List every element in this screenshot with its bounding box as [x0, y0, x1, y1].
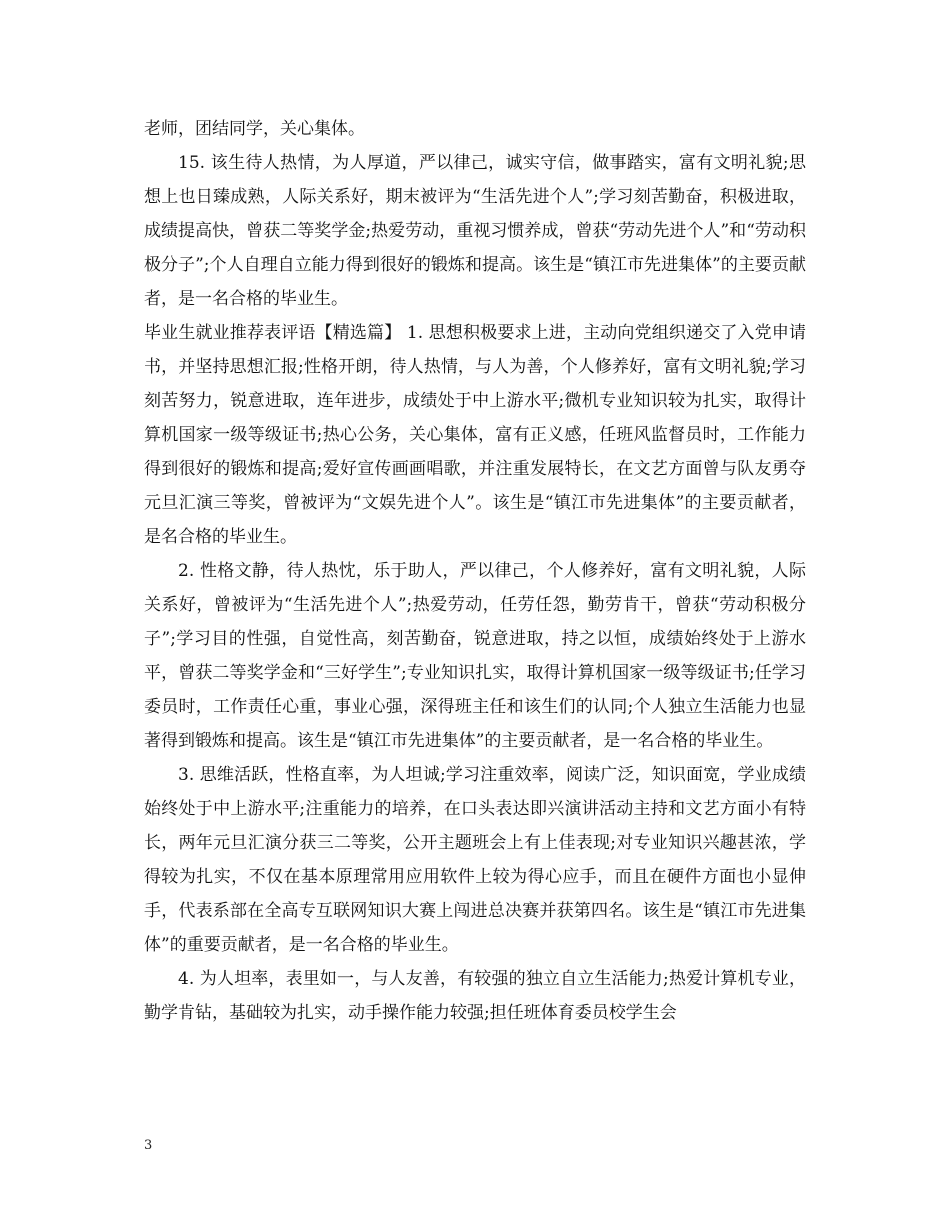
paragraph-item-3: 3. 思维活跃，性格直率，为人坦诚;学习注重效率，阅读广泛，知识面宽，学业成绩始终处于中上游水平;注重能力的培养，在口头表达即兴演讲活动主持和文艺方面小有特长，两年元旦汇演分获三二等奖，公开主题班会上有上佳表现;对专业知识兴趣甚浓，学得较为扎实，不仅在基本原理常用应用软件上较为得心应手，而且在硬件方面也小显伸手，代表系部在全高专互联网知识大赛上闯进总决赛并获第四名。该生是“镇江市先进集体”的重要贡献者，是一名合格的毕业生。 [144, 765, 806, 955]
paragraph-item-15: 15. 该生待人热情，为人厚道，严以律己，诚实守信，做事踏实，富有文明礼貌;思想上也日臻成熟，人际关系好，期末被评为“生活先进个人”;学习刻苦勤奋，积极进取，成绩提高快，曾获二等奖学金;热爱劳动，重视习惯养成，曾获“劳动先进个人”和“劳动积极分子”;个人自理自立能力得到很好的锻炼和提高。该生是“镇江市先进集体”的主要贡献者，是一名合格的毕业生。 [144, 153, 806, 309]
paragraph-continuation: 老师，团结同学，关心集体。 [144, 119, 365, 139]
paragraph-item-4: 4. 为人坦率，表里如一，与人友善，有较强的独立自立生活能力;热爱计算机专业，勤学肯钻，基础较为扎实，动手操作能力较强;担任班体育委员校学生会 [144, 969, 806, 1023]
paragraph-section-heading-item-1: 毕业生就业推荐表评语【精选篇】 1. 思想积极要求上进，主动向党组织递交了入党申请书，并坚持思想汇报;性格开朗，待人热情，与人为善，个人修养好，富有文明礼貌;学习刻苦努力，锐意进取，连年进步，成绩处于中上游水平;微机专业知识较为扎实，取得计算机国家一级等级证书;热心公务，关心集体，富有正义感，任班风监督员时，工作能力得到很好的锻炼和提高;爱好宣传画画唱歌，并注重发展特长，在文艺方面曾与队友勇夺元旦汇演三等奖，曾被评为“文娱先进个人”。该生是“镇江市先进集体”的主要贡献者，是名合格的毕业生。 [144, 323, 806, 547]
paragraph-item-2: 2. 性格文静，待人热忱，乐于助人，严以律己，个人修养好，富有文明礼貌，人际关系好，曾被评为“生活先进个人”;热爱劳动，任劳任怨，勤劳肯干，曾获“劳动积极分子”;学习目的性强，自觉性高，刻苦勤奋，锐意进取，持之以恒，成绩始终处于上游水平，曾获二等奖学金和“三好学生”;专业知识扎实，取得计算机国家一级等级证书;任学习委员时，工作责任心重，事业心强，深得班主任和该生们的认同;个人独立生活能力也显著得到锻炼和提高。该生是“镇江市先进集体”的主要贡献者，是一名合格的毕业生。 [144, 561, 806, 751]
document-body [144, 112, 806, 1030]
page-number: 3 [144, 1138, 153, 1153]
